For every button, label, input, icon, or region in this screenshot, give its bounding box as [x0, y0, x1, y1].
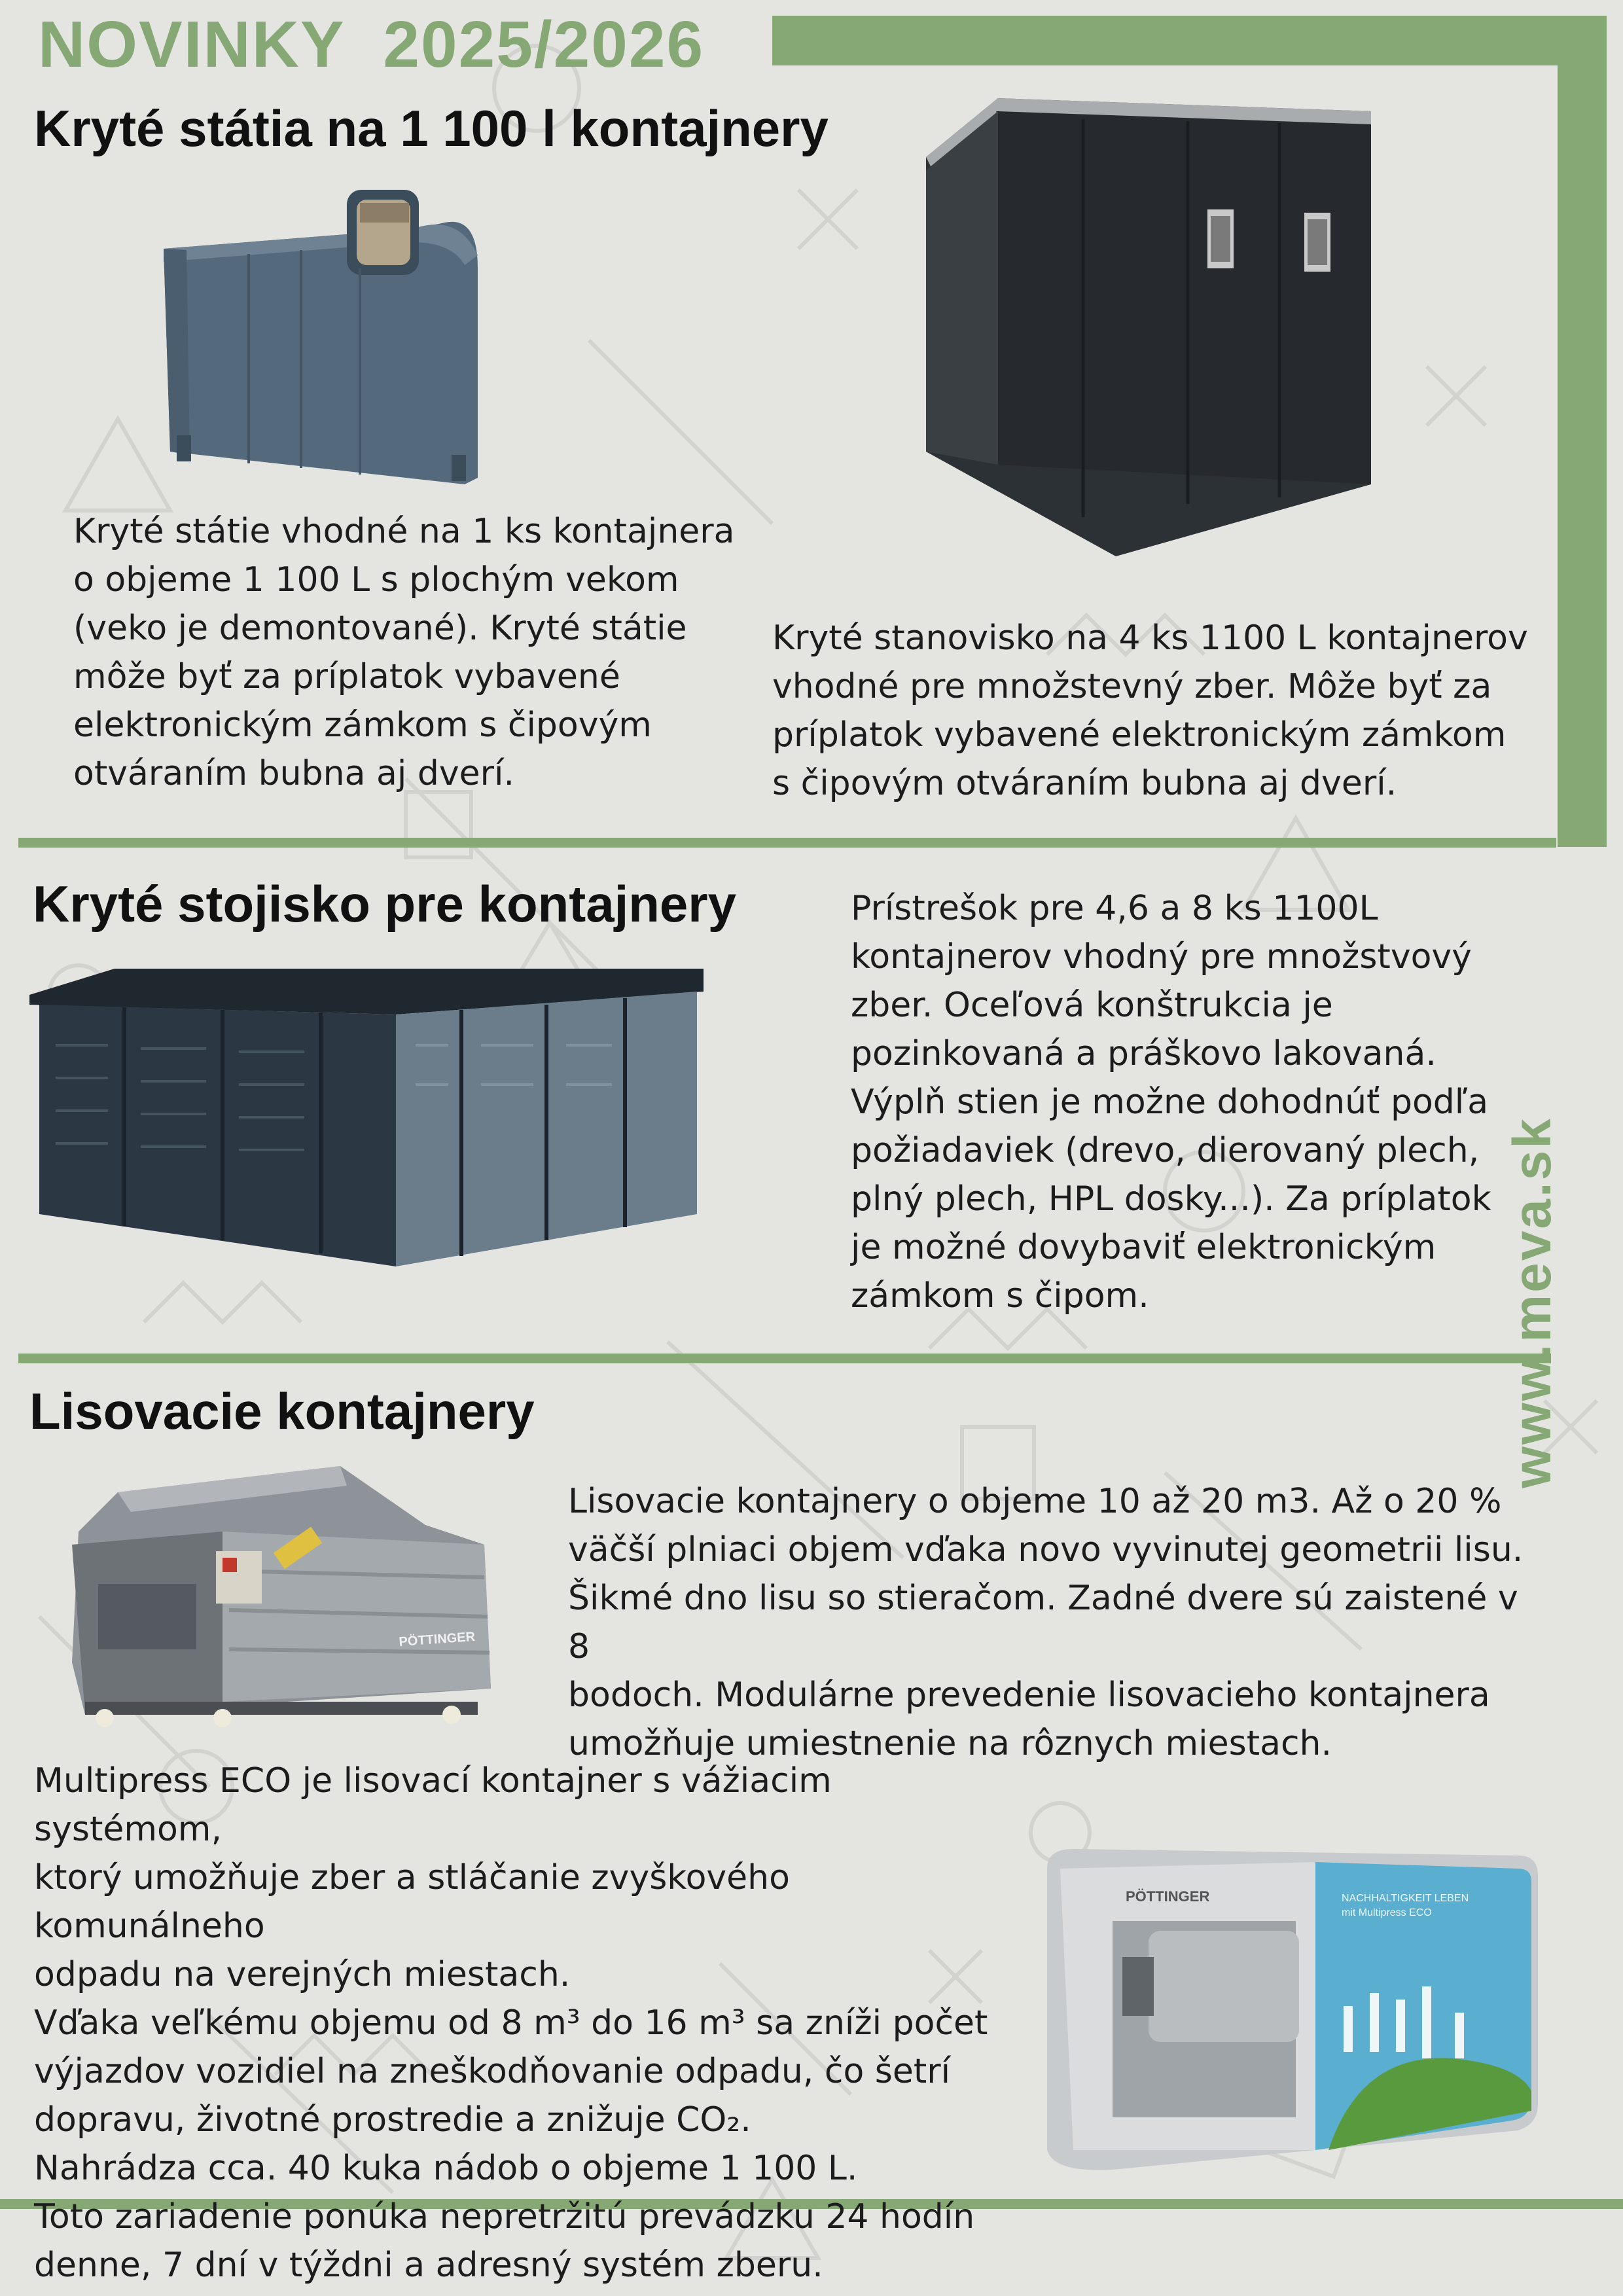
section-title-covered-bays: Kryté státia na 1 100 l kontajnery — [34, 99, 829, 157]
quad-covered-bay-photo — [913, 85, 1384, 556]
press-containers-description: Lisovacie kontajnery o objeme 10 až 20 m3. Až o 20 % väčší plniaci objem vďaka novo vyvinutej geometrii lisu. Šikmé dno lisu so stieračom. Zadné dvere sú zaistené v 8 bodoch. Modulárne prevedenie lisovacieho kontajnera umožňuje umiestnenie na rôznych miestach. — [568, 1482, 1524, 1763]
section-title-shelter: Kryté stojisko pre kontajnery — [33, 875, 737, 933]
divider-1 — [18, 838, 1556, 848]
right-frame-bar — [1558, 16, 1607, 847]
single-covered-bay-photo — [151, 177, 504, 491]
multipress-panel-line-2: mit Multipress ECO — [1342, 1907, 1432, 1918]
quad-bay-description: Kryté stanovisko na 4 ks 1100 L kontajnerov vhodné pre množstevný zber. Môže byť za príplatok vybavené elektronickým zámkom s čipovým otváraním bubna aj dverí. — [772, 619, 1528, 803]
page-title: NOVINKY 2025/2026 — [38, 8, 705, 81]
multipress-description: Multipress ECO je lisovací kontajner s vážiacim systémom, ktorý umožňuje zber a stláčanie zvyškového komunálneho odpadu na verejných miestach. Vďaka veľkému objemu od 8 m³ do 16 m³ sa zníži počet výjazdov vozidiel na zneškodňovanie odpadu, čo šetrí dopravu, životné prostredie a znižuje CO₂. Nahrádza cca. 40 kuka nádob o objeme 1 100 L. Toto zariadenie ponúka nepretržitú prevádzku 24 hodín denne, 7 dní v týždni a adresný systém zberu. — [34, 1761, 988, 2285]
single-bay-description: Kryté státie vhodné na 1 ks kontajnera o objeme 1 100 L s plochým vekom (veko je demontované). Kryté státie môže byť za príplatok vybavené elektronickým zámkom s čipovým otváraním bubna aj dverí. — [73, 512, 735, 793]
top-right-frame-bar — [772, 16, 1607, 65]
shelter-description: Prístrešok pre 4,6 a 8 ks 1100L kontajnerov vhodný pre množstvový zber. Oceľová konštrukcia je pozinkovaná a práškovo lakovaná. Výplň stien je možne dohodnúť podľa požiadaviek (drevo, dierovaný plech, plný plech, HPL dosky...). Za príplatok je možné dovybaviť elektronickým zámkom s čipom. — [851, 889, 1491, 1316]
press-brand-label: PÖTTINGER — [398, 1629, 476, 1649]
section-title-press-containers: Lisovacie kontajnery — [29, 1382, 535, 1440]
website-link[interactable]: www.meva.sk — [1503, 1117, 1562, 1488]
multipress-brand-label: PÖTTINGER — [1126, 1888, 1210, 1905]
divider-2 — [18, 1354, 1551, 1363]
multipress-panel-line-1: NACHHALTIGKEIT LEBEN — [1342, 1893, 1469, 1904]
press-container-photo — [59, 1453, 504, 1728]
shelter-photo — [29, 965, 710, 1273]
multipress-eco-photo — [1034, 1842, 1544, 2176]
